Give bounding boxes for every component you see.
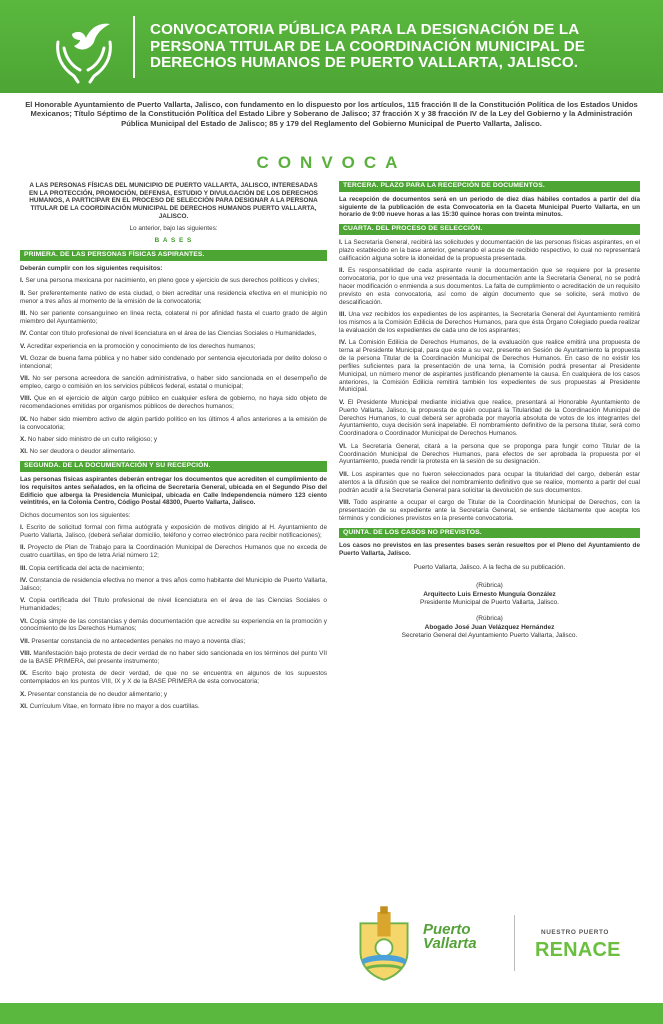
signer-name: Abogado José Juan Velázquez Hernández xyxy=(424,623,555,631)
section-cuarta-heading: CUARTA. DEL PROCESO DE SELECCIÓN. xyxy=(339,224,640,235)
footer-band xyxy=(0,1003,663,1024)
list-item: IV. La Comisión Edilicia de Derechos Humanos, de la evaluación que realice emitirá una propuesta de terna al Presidente Municipal, para que este a su vez, presente en Sesión de Ayuntamiento la propuesta de la persona Titular de la Coordinación Municipal de Derechos Humanos. En caso de no existir los perfiles suficientes para la presentación de una terna, la Comisión podrá presentar al Presidente Municipal, un número menor de aspirantes justificando plenamente la causa. En cualquiera de los casos anteriores, la Comisión Edilicia remitirá también los expedientes de sus propuestas al Presidente Municipal. xyxy=(339,339,640,394)
list-item: VIII. Todo aspirante a ocupar el cargo de Titular de la Coordinación Municipal de Derechos, con la presentación de su expediente ante la Secretaría General, se entiende tácitamente que acepta los términos y condiciones previstos en la presente convocatoria. xyxy=(339,498,640,522)
primera-requirements-list xyxy=(20,277,327,456)
list-item: V. Copia certificada del Título profesional de nivel licenciatura en el área de las Ciencias Sociales o Humanidades; xyxy=(20,597,327,613)
list-item: I. Ser una persona mexicana por nacimiento, en pleno goce y ejercicio de sus derechos políticos y civiles; xyxy=(20,277,320,285)
signature-secretario xyxy=(339,615,640,640)
list-item: IV. Contar con título profesional de nivel licenciatura en el área de las Ciencias Sociales o Humanidades, xyxy=(20,330,317,338)
cuarta-process-list xyxy=(339,239,640,523)
list-item: VII. No ser persona acreedora de sanción administrativa, o haber sido sancionada en el desempeño de empleo, cargo o comisión en los servicios públicos federal, estatal o municipal; xyxy=(20,375,327,390)
list-item: V. El Presidente Municipal mediante iniciativa que realice, presentará al Honorable Ayuntamiento de Puerto Vallarta, Jalisco, la propuesta de quién ocupará la Titularidad de la Coordinación Municipal de Derechos Humanos, lo cual deberá ser aprobada por mayoría absoluta de votos de los integrantes del Ayuntamiento, cuya decisión será inapelable. El nombramiento definitivo de la persona titular, será como Coordinadora o Coordinador Municipal de Derechos Humanos. xyxy=(339,398,640,438)
list-item: III. Copia certificada del acta de nacimiento; xyxy=(20,564,144,572)
puerto-vallarta-logo-text: Puerto Vallarta xyxy=(423,921,477,953)
list-item: X. Presentar constancia de no deudor alimentario; y xyxy=(20,690,168,698)
primera-intro: Deberán cumplir con los siguientes requisitos: xyxy=(20,264,163,272)
segunda-intro: Las personas físicas aspirantes deberán entregar los documentos que acrediten el cumplimiento de los requisitos antes señalados, en la oficina de Secretaría General, ubicada en el Segundo Piso del Edificio que alberga la Presidencia Municipal, ubicada en Calle Independencia número 123 ciento veintitrés, en la Colonia Centro, Código Postal 48300, Puerto Vallarta, Jalisco. xyxy=(20,475,327,507)
signer-role: Secretario General del Ayuntamiento Puerto Vallarta, Jalisco. xyxy=(401,631,578,639)
list-item: V. Acreditar experiencia en la promoción y conocimiento de los derechos humanos; xyxy=(20,342,256,350)
lo-anterior-text: Lo anterior, bajo las siguientes: xyxy=(129,224,218,232)
dichos-text: Dichos documentos son los siguientes: xyxy=(20,511,131,519)
section-quinta-heading: QUINTA. DE LOS CASOS NO PREVISTOS. xyxy=(339,528,640,539)
convoca-heading: CONVOCA xyxy=(256,153,407,172)
list-item: VII. Los aspirantes que no fueron seleccionados para ocupar la titularidad del cargo, deberán estar atentos a la difusión que se realice del nombramiento definitivo que se realice, momento a partir del cual podrán acudir a la Secretaría General para solicitar la devolución de sus documentos. xyxy=(339,470,640,494)
list-item: VI. Gozar de buena fama pública y no haber sido condenado por sentencia ejecutoriada por delito doloso o intencional; xyxy=(20,354,327,370)
fecha-text: Puerto Vallarta, Jalisco. A la fecha de su publicación. xyxy=(413,563,566,571)
rubrica-label: (Rúbrica) xyxy=(476,615,503,623)
intro-paragraph: El Honorable Ayuntamiento de Puerto Vallarta, Jalisco, con fundamento en lo dispuesto por los artículos, 115 fracción II de la Constitución Política de los Estados Unidos Mexicanos; Título Séptimo de la Constitución Política del Estado Libre y Soberano de Jalisco; 37 fracción X y 38 fracción IV de la Ley del Gobierno y la Administración Pública Municipal del Estado de Jalisco; 85 y 179 del Reglamento del Gobierno Municipal de Puerto Vallarta, Jalisco. xyxy=(25,100,638,128)
list-item: VIII. Manifestación bajo protesta de decir verdad de no haber sido sancionada en los términos del punto VII de la BASE PRIMERA, del presente instrumento; xyxy=(20,650,327,666)
list-item: III. No ser pariente consanguíneo en línea recta, colateral ni por afinidad hasta el cuarto grado de algún miembro del Ayuntamiento; xyxy=(20,309,327,325)
header-divider xyxy=(133,16,135,78)
segunda-documents-list xyxy=(20,524,327,711)
signer-role: Presidente Municipal de Puerto Vallarta, Jalisco. xyxy=(420,598,559,606)
left-column xyxy=(20,182,327,715)
list-item: XI. Currículum Vitae, en formato libre no mayor a dos cuartillas. xyxy=(20,703,200,711)
page-title: CONVOCATORIA PÚBLICA PARA LA DESIGNACIÓN DE LA PERSONA TITULAR DE LA COORDINACIÓN MUNICIPAL DE DERECHOS HUMANOS DE PUERTO VALLARTA, JALISCO. xyxy=(150,21,586,72)
list-item: XI. No ser deudora o deudor alimentario. xyxy=(20,448,136,456)
renace-logo: RENACE xyxy=(535,939,621,961)
header-banner xyxy=(0,0,663,93)
list-item: VI. Copia simple de las constancias y demás documentación que acredite su experiencia en la promoción y conocimiento de los Derechos Humanos; xyxy=(20,617,327,633)
renace-tagline: NUESTRO PUERTO xyxy=(541,929,609,936)
puerto-vallarta-crest-icon xyxy=(351,905,417,983)
list-item: X. No haber sido ministro de un culto religioso; y xyxy=(20,435,158,443)
section-segunda-heading: SEGUNDA. DE LA DOCUMENTACIÓN Y SU RECEPCIÓN. xyxy=(20,461,327,472)
section-primera-heading: PRIMERA. DE LAS PERSONAS FÍSICAS ASPIRANTES. xyxy=(20,250,327,261)
logos-divider xyxy=(514,915,515,971)
footer-logos xyxy=(349,905,649,985)
list-item: VI. La Secretaría General, citará a la persona que se proponga para fungir como Titular de la Coordinación Municipal de Derechos Humanos, para efectos de ser aprobada la propuesta por el Ayuntamiento, pueda rendir la protesta en la sesión de su designación. xyxy=(339,442,640,466)
bases-heading: B A S E S xyxy=(154,237,193,245)
quinta-text: Los casos no previstos en las presentes bases serán resueltos por el Pleno del Ayuntamiento de Puerto Vallarta, Jalisco. xyxy=(339,542,640,558)
rubrica-label: (Rúbrica) xyxy=(476,582,503,590)
list-item: IX. Escrito bajo protesta de decir verdad, de que no se encuentra en algunos de los supuestos contemplados en los puntos VIII, IX y X de la BASE PRIMERA de esta convocatoria; xyxy=(20,670,327,686)
list-item: VIII. Que en el ejercicio de algún cargo público en cualquier esfera de gobierno, no haya sido objeto de recomendaciones emitidas por organismos públicos de derechos humanos; xyxy=(20,395,327,411)
signature-presidente xyxy=(339,582,640,607)
list-item: VII. Presentar constancia de no antecedentes penales no mayo a noventa días; xyxy=(20,637,246,645)
hands-dove-logo-icon xyxy=(50,12,118,84)
tercera-text: La recepción de documentos será en un periodo de diez días hábiles contados a partir del día siguiente de la publicación de esta Convocatoria en la Gaceta Municipal Puerto Vallarta, en un horario de 9:00 nueve horas a las 15:30 quince horas con treinta minutos. xyxy=(339,195,640,219)
list-item: IX. No haber sido miembro activo de algún partido político en los últimos 4 años anteriores a la emisión de la convocatoria; xyxy=(20,415,327,431)
list-item: IV. Constancia de residencia efectiva no menor a tres años como habitante del Municipio de Puerto Vallarta, Jalisco; xyxy=(20,577,327,592)
list-item: II. Proyecto de Plan de Trabajo para la Coordinación Municipal de Derechos Humanos que no exceda de cuatro cuartillas, en tipo de letra Arial número 12; xyxy=(20,544,327,560)
list-item: I. Escrito de solicitud formal con firma autógrafa y exposición de motivos dirigido al H. Ayuntamiento de Puerto Vallarta, Jalisco, (deberá señalar domicilio, teléfono y correo electrónico para recibir notificaciones); xyxy=(20,524,327,540)
list-item: II. Ser preferentemente nativo de esta ciudad, o bien acreditar una residencia efectiva en el municipio no menor a tres años al momento de la emisión de la convocatoria; xyxy=(20,289,327,305)
right-column xyxy=(339,181,640,640)
list-item: III. Una vez recibidos los expedientes de los aspirantes, la Secretaría General del Ayuntamiento remitirá los mismos a la Comisión Edilicia de Derechos Humanos, para que ésta Órgano Colegiado pueda realizar la evaluación de los expedientes de cada uno de los aspirantes; xyxy=(339,311,640,334)
signer-name: Arquitecto Luis Ernesto Munguía González xyxy=(423,590,556,598)
audience-text: A LAS PERSONAS FÍSICAS DEL MUNICIPIO DE PUERTO VALLARTA, JALISCO, INTERESADAS EN LA PROTECCIÓN, PROMOCIÓN, DEFENSA, ESTUDIO Y DIVULGACIÓN DE LOS DERECHOS HUMANOS, A PARTICIPAR EN EL PROCESO DE SELECCIÓN PARA DESIGNAR A LA PERSONA TITULAR DE LA COORDINACIÓN MUNICIPAL DE DERECHOS HUMANOS PUERTO VALLARTA, JALISCO. xyxy=(29,182,318,220)
list-item: II. Es responsabilidad de cada aspirante reunir la documentación que se requiere por la presente convocatoria, por lo que una vez presentada la documentación ante la Secretaría General, no se podrá hacer modificación o enmienda a sus documentos. La falta de cumplimiento o acreditación de un requisito previsto en esta convocatoria, así como de algún documento que se solicite, será motivo de descalificación. xyxy=(339,267,640,306)
list-item: I. La Secretaría General, recibirá las solicitudes y documentación de las personas físicas aspirantes, en el plazo establecido en la base anterior, generando el acuse de recibido respectivo, lo cual no representará calificación alguna sobre la idoneidad de la propuesta presentada. xyxy=(339,239,640,262)
section-tercera-heading: TERCERA. PLAZO PARA LA RECEPCIÓN DE DOCUMENTOS. xyxy=(339,181,640,192)
